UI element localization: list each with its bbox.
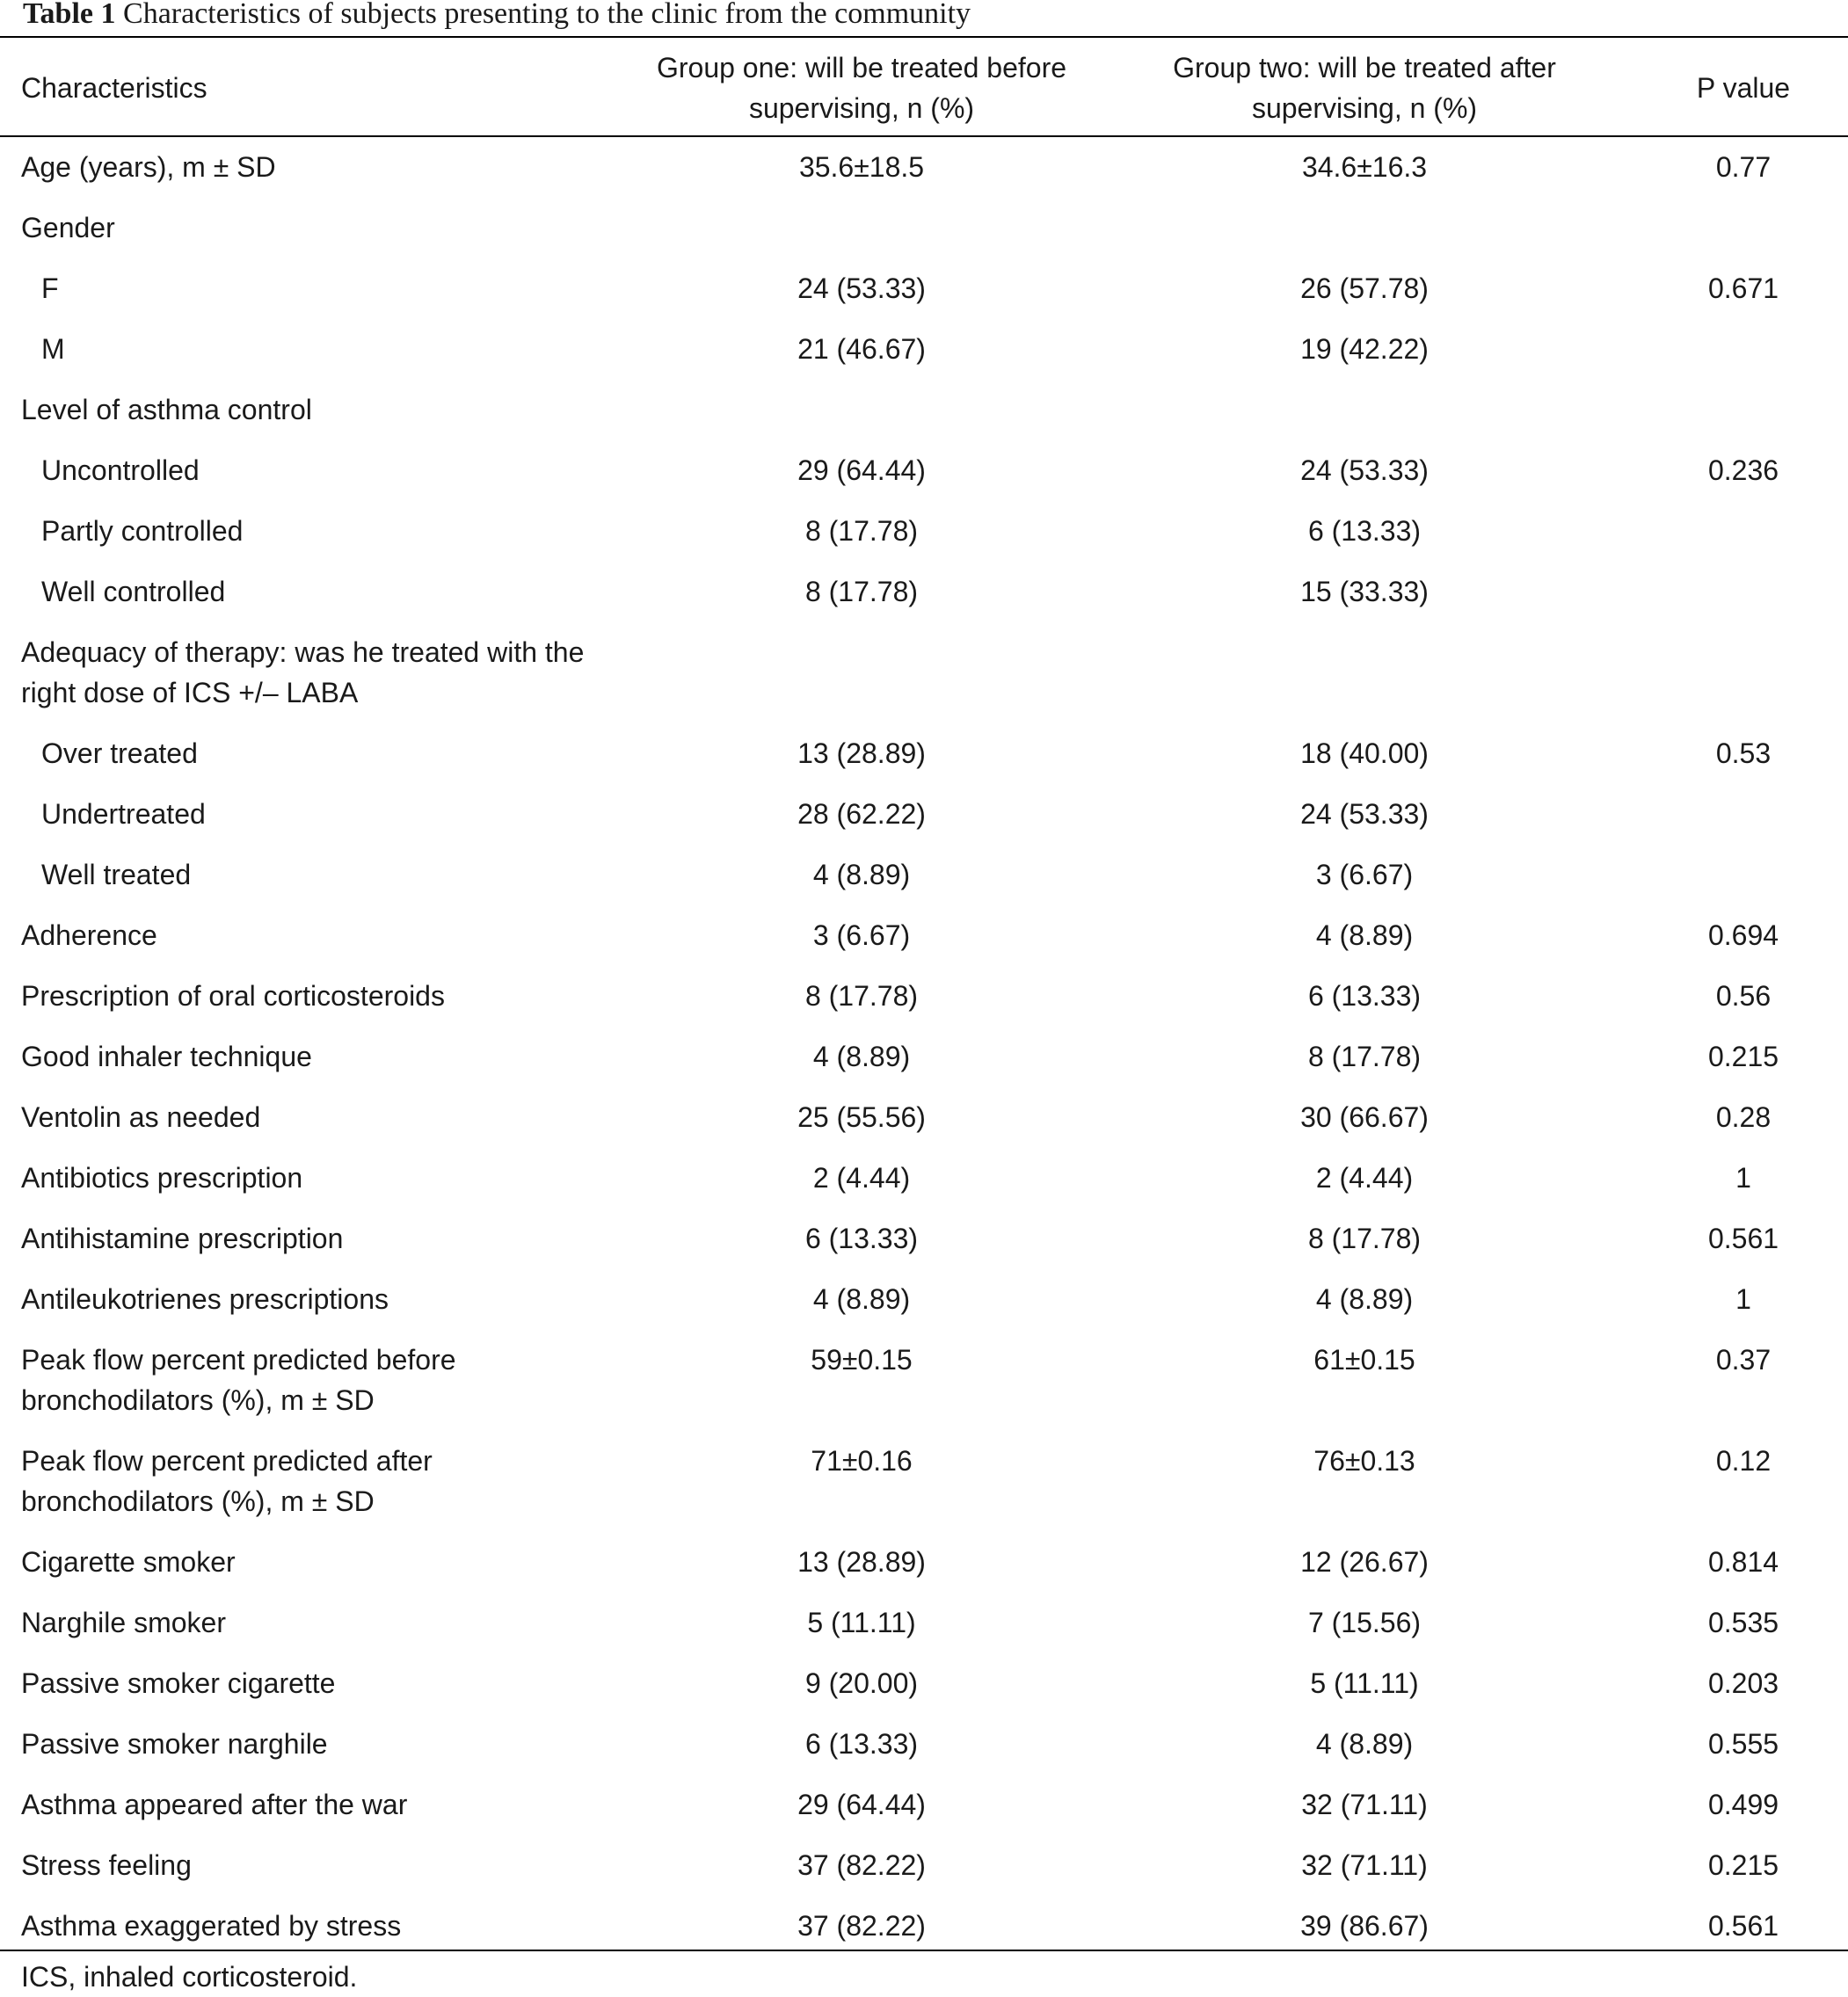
row-label: Adherence: [21, 919, 157, 951]
p-value: 0.37: [1715, 1344, 1772, 1376]
group-one-value: 21 (46.67): [797, 333, 926, 365]
group-one-value: 71±0.16: [811, 1445, 913, 1477]
p-value: 0.56: [1715, 980, 1772, 1012]
header-characteristics: Characteristics: [21, 72, 207, 104]
group-two-value: 18 (40.00): [1300, 737, 1429, 769]
group-two-value: 30 (66.67): [1300, 1101, 1429, 1133]
row-label: Narghile smoker: [21, 1607, 226, 1638]
group-one-value: 4 (8.89): [812, 1041, 911, 1072]
p-value: 0.561: [1707, 1910, 1779, 1942]
group-two-value: 39 (86.67): [1300, 1910, 1429, 1942]
group-one-value: 6 (13.33): [804, 1223, 919, 1254]
row-label: Adequacy of therapy: was he treated with the right dose of ICS +/– LABA: [21, 636, 585, 708]
p-value: 0.203: [1707, 1667, 1779, 1699]
row-label: Partly controlled: [41, 515, 244, 547]
group-two-value: 26 (57.78): [1300, 272, 1429, 304]
group-two-value: 24 (53.33): [1300, 798, 1429, 830]
group-one-value: 6 (13.33): [804, 1728, 919, 1760]
group-one-value: 8 (17.78): [804, 576, 919, 607]
group-one-value: 3 (6.67): [812, 919, 911, 951]
header-group-two: Group two: will be treated after supervising, n (%): [1173, 52, 1556, 124]
group-two-value: 32 (71.11): [1301, 1849, 1428, 1881]
p-value: 0.535: [1707, 1607, 1779, 1638]
row-label: Antileukotrienes prescriptions: [21, 1283, 389, 1315]
table-caption-text: Characteristics of subjects presenting to the clinic from the community: [123, 0, 971, 30]
p-value: 0.28: [1715, 1101, 1772, 1133]
row-label: Well controlled: [41, 576, 226, 607]
row-label: Peak flow percent predicted after bronchodilators (%), m ± SD: [21, 1445, 433, 1517]
group-one-value: 13 (28.89): [797, 1546, 926, 1578]
row-label: Prescription of oral corticosteroids: [21, 980, 445, 1012]
group-one-value: 9 (20.00): [804, 1667, 919, 1699]
row-label: Ventolin as needed: [21, 1101, 261, 1133]
row-label: Asthma exaggerated by stress: [21, 1910, 402, 1942]
group-one-value: 2 (4.44): [812, 1162, 911, 1194]
row-label: Peak flow percent predicted before bronchodilators (%), m ± SD: [21, 1344, 456, 1416]
group-one-value: 4 (8.89): [812, 1283, 911, 1315]
group-two-value: 34.6±16.3: [1301, 151, 1428, 183]
row-label: Level of asthma control: [21, 394, 312, 425]
p-value: 0.215: [1707, 1041, 1779, 1072]
row-label: Gender: [21, 212, 115, 243]
group-two-value: 24 (53.33): [1300, 454, 1429, 486]
row-label: Undertreated: [41, 798, 206, 830]
p-value: 0.236: [1707, 454, 1779, 486]
group-two-value: 3 (6.67): [1315, 859, 1414, 890]
row-label: Asthma appeared after the war: [21, 1789, 408, 1820]
header-group-one: Group one: will be treated before supervising, n (%): [656, 52, 1067, 124]
p-value: 0.555: [1707, 1728, 1779, 1760]
p-value: 0.499: [1707, 1789, 1779, 1820]
row-label: Good inhaler technique: [21, 1041, 312, 1072]
group-two-value: 4 (8.89): [1315, 1283, 1414, 1315]
group-two-value: 8 (17.78): [1307, 1041, 1422, 1072]
group-two-value: 76±0.13: [1313, 1445, 1415, 1477]
group-two-value: 6 (13.33): [1307, 515, 1422, 547]
top-rule: [0, 36, 1848, 38]
group-two-value: 2 (4.44): [1315, 1162, 1414, 1194]
group-one-value: 13 (28.89): [797, 737, 926, 769]
group-one-value: 8 (17.78): [804, 515, 919, 547]
group-two-value: 32 (71.11): [1301, 1789, 1428, 1820]
p-value: 0.561: [1707, 1223, 1779, 1254]
table-caption-label: Table 1: [23, 0, 116, 30]
group-two-value: 7 (15.56): [1307, 1607, 1422, 1638]
group-two-value: 15 (33.33): [1300, 576, 1429, 607]
p-value: 1: [1735, 1283, 1751, 1315]
group-two-value: 6 (13.33): [1307, 980, 1422, 1012]
p-value: 0.12: [1715, 1445, 1772, 1477]
group-one-value: 5 (11.11): [807, 1607, 916, 1638]
group-two-value: 4 (8.89): [1315, 919, 1414, 951]
row-label: Well treated: [41, 859, 192, 890]
header-p-value: P value: [1696, 72, 1791, 104]
row-label: Cigarette smoker: [21, 1546, 236, 1578]
p-value: 1: [1735, 1162, 1751, 1194]
group-one-value: 24 (53.33): [797, 272, 926, 304]
p-value: 0.814: [1707, 1546, 1779, 1578]
row-label: Over treated: [41, 737, 198, 769]
p-value: 0.53: [1715, 737, 1772, 769]
group-two-value: 19 (42.22): [1300, 333, 1429, 365]
row-label: F: [41, 272, 59, 304]
row-label: Antihistamine prescription: [21, 1223, 344, 1254]
group-one-value: 4 (8.89): [812, 859, 911, 890]
group-two-value: 61±0.15: [1313, 1344, 1415, 1376]
row-label: Antibiotics prescription: [21, 1162, 303, 1194]
row-label: Passive smoker narghile: [21, 1728, 328, 1760]
group-one-value: 25 (55.56): [797, 1101, 926, 1133]
p-value: 0.694: [1707, 919, 1779, 951]
header-rule: [0, 135, 1848, 137]
row-label: Stress feeling: [21, 1849, 192, 1881]
row-label: Age (years), m ± SD: [21, 151, 276, 183]
group-one-value: 8 (17.78): [804, 980, 919, 1012]
table-caption: [23, 0, 971, 33]
row-label: M: [41, 333, 65, 365]
group-two-value: 12 (26.67): [1300, 1546, 1429, 1578]
p-value: 0.671: [1707, 272, 1779, 304]
group-one-value: 29 (64.44): [797, 1789, 926, 1820]
group-one-value: 37 (82.22): [797, 1910, 926, 1942]
row-label: Passive smoker cigarette: [21, 1667, 336, 1699]
p-value: 0.215: [1707, 1849, 1779, 1881]
group-two-value: 5 (11.11): [1310, 1667, 1419, 1699]
group-two-value: 8 (17.78): [1307, 1223, 1422, 1254]
group-one-value: 29 (64.44): [797, 454, 926, 486]
group-two-value: 4 (8.89): [1315, 1728, 1414, 1760]
table-footnote: ICS, inhaled corticosteroid.: [21, 1961, 358, 1993]
bottom-rule: [0, 1950, 1848, 1951]
group-one-value: 59±0.15: [811, 1344, 913, 1376]
group-one-value: 37 (82.22): [797, 1849, 926, 1881]
group-one-value: 28 (62.22): [797, 798, 926, 830]
group-one-value: 35.6±18.5: [798, 151, 925, 183]
p-value: 0.77: [1715, 151, 1772, 183]
row-label: Uncontrolled: [41, 454, 200, 486]
